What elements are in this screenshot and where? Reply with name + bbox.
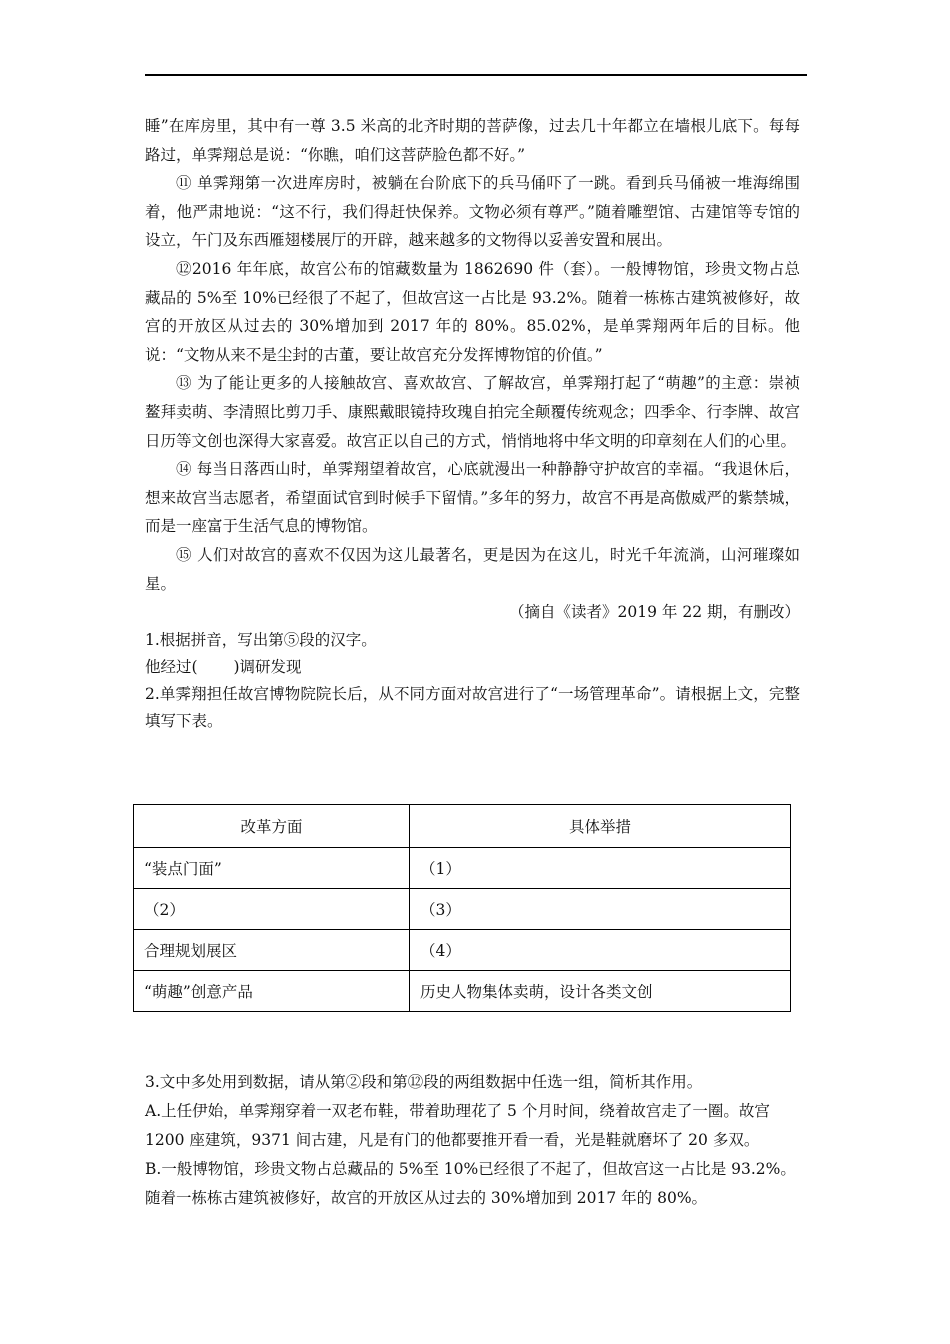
- header-rule: [145, 74, 807, 76]
- table-cell: （2）: [134, 889, 410, 930]
- question-3-option-a: A.上任伊始，单霁翔穿着一双老布鞋，带着助理花了 5 个月时间，绕着故宫走了一圈。故宫 1200 座建筑，9371 间古建，凡是有门的他都要推开看一看，光是鞋就磨坏了 20 多双。: [145, 1102, 770, 1149]
- table-header-row: [134, 805, 791, 848]
- question-3-title: 3.文中多处用到数据，请从第②段和第⑫段的两组数据中任选一组，简析其作用。: [145, 1073, 703, 1091]
- paragraph: ⑬ 为了能让更多的人接触故宫、喜欢故宫、了解故宫，单霁翔打起了“萌趣”的主意：崇祯鳌拜卖萌、李清照比剪刀手、康熙戴眼镜持玫瑰自拍完全颠覆传统观念；四季伞、行李牌、故宫日历等文创也深得大家喜爱。故宫正以自己的方式，悄悄地将中华文明的印章刻在人们的心里。: [145, 374, 800, 450]
- table-cell: （4）: [410, 930, 791, 971]
- question-2-title: 2.单霁翔担任故宫博物院院长后，从不同方面对故宫进行了“一场管理革命”。请根据上文，完整填写下表。: [145, 684, 800, 730]
- table-header-cell: 改革方面: [134, 805, 410, 848]
- paragraph: 睡”在库房里，其中有一尊 3.5 米高的北齐时期的菩萨像，过去几十年都立在墙根儿底下。每每路过，单霁翔总是说：“你瞧，咱们这菩萨脸色都不好。”: [145, 117, 800, 164]
- question-3: [145, 1068, 800, 1213]
- paragraph: ⑫2016 年年底，故宫公布的馆藏数量为 1862690 件（套）。一般博物馆，珍贵文物占总藏品的 5%至 10%已经很了不起了，但故宫这一占比是 93.2%。随着一栋栋古建筑被修好，故宫的开放区从过去的 30%增加到 2017 年的 80%。85.02%，是单霁翔两年后的目标。他说：“文物从来不是尘封的古董，要让故宫充分发挥博物馆的价值。”: [145, 259, 800, 364]
- table-header-cell: 具体举措: [410, 805, 791, 848]
- table-cell: “装点门面”: [134, 848, 410, 889]
- article-body: [145, 112, 800, 735]
- table-cell: 历史人物集体卖萌，设计各类文创: [410, 971, 791, 1012]
- paragraph: ⑮ 人们对故宫的喜欢不仅因为这儿最著名，更是因为在这儿，时光千年流淌，山河璀璨如星。: [145, 545, 800, 593]
- question-1-line: 他经过( )调研发现: [145, 657, 302, 676]
- table-row: [134, 930, 791, 971]
- table-cell: 合理规划展区: [134, 930, 410, 971]
- table-row: [134, 889, 791, 930]
- table-cell: （1）: [410, 848, 791, 889]
- question-3-option-b: B.一般博物馆，珍贵文物占总藏品的 5%至 10%已经很了不起了，但故宫这一占比是 93.2%。随着一栋栋古建筑被修好，故宫的开放区从过去的 30%增加到 2017 年的 80%。: [145, 1160, 796, 1207]
- reform-table: [133, 804, 791, 1012]
- question-1-title: 1.根据拼音，写出第⑤段的汉字。: [145, 630, 377, 649]
- paragraph: ⑭ 每当日落西山时，单霁翔望着故宫，心底就漫出一种静静守护故宫的幸福。“我退休后，想来故宫当志愿者，希望面试官到时候手下留情。”多年的努力，故宫不再是高傲威严的紫禁城，而是一座富于生活气息的博物馆。: [145, 460, 800, 536]
- table-cell: （3）: [410, 889, 791, 930]
- table-cell: “萌趣”创意产品: [134, 971, 410, 1012]
- table-row: [134, 971, 791, 1012]
- source-citation: （摘自《读者》2019 年 22 期，有删改）: [509, 603, 800, 622]
- paragraph: ⑪ 单霁翔第一次进库房时，被躺在台阶底下的兵马俑吓了一跳。看到兵马俑被一堆海绵围着，他严肃地说：“这不行，我们得赶快保养。文物必须有尊严。”随着雕塑馆、古建馆等专馆的设立，午门及东西雁翅楼展厅的开辟，越来越多的文物得以妥善安置和展出。: [145, 174, 800, 250]
- table-row: [134, 848, 791, 889]
